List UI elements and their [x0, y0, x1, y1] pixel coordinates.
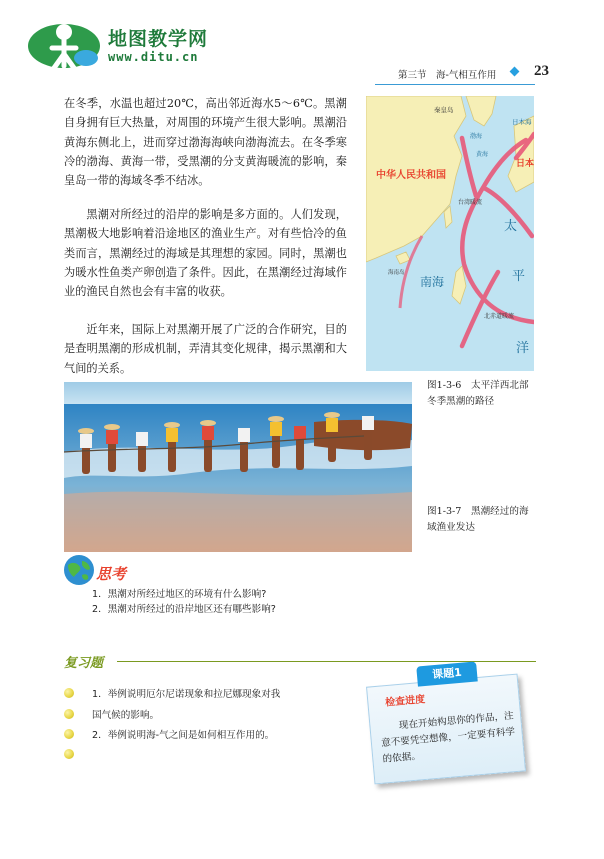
project-card-subtitle: 检查进度: [384, 694, 426, 709]
map-label-taiwan-current: 台湾暖流: [458, 199, 483, 206]
map-caption: 图1-3-6 太平洋西北部冬季黑潮的路径: [427, 380, 529, 407]
body-paragraph-3: 近年来，国际上对黑潮开展了广泛的合作研究，目的是查明黑潮的形成机制，弄清其变化规律，揭示黑潮和大气间的关系。: [64, 323, 347, 375]
photo-sand: [64, 492, 412, 552]
review-question-1-cont: 国气候的影响。: [92, 710, 160, 721]
project-card-tab: 课题1: [416, 661, 478, 686]
bullet-icon: [64, 709, 74, 719]
think-question-1: 1．黑潮对所经过地区的环境有什么影响?: [92, 589, 267, 600]
bullet-icon: [64, 688, 74, 698]
map-label-japan: 日本: [516, 159, 534, 169]
bullet-icon: [64, 749, 74, 759]
map-label-yellow-sea: 黄海: [476, 151, 489, 158]
map-label-north-equatorial: 北赤道暖流: [484, 313, 515, 320]
section-title: 第三节 海-气相互作用: [398, 70, 497, 81]
diamond-icon: [510, 67, 520, 77]
map-label-pacific-1: 太: [504, 219, 518, 234]
think-question-2: 2．黑潮对所经过的沿岸地区还有哪些影响?: [92, 604, 276, 615]
kuroshio-map: [366, 96, 534, 371]
page-number: 23: [534, 63, 549, 79]
logo-site-name: 地图教学网: [108, 28, 209, 50]
think-title: 思考: [96, 565, 127, 583]
fishing-photo: [64, 382, 412, 552]
map-label-bohai: 渤海: [470, 133, 483, 140]
map-label-south-china-sea: 南海: [420, 275, 445, 289]
map-label-hainan: 海南岛: [388, 270, 405, 276]
review-question-1: 1．举例说明厄尔尼诺现象和拉尼娜现象对我: [92, 689, 281, 700]
body-paragraph-2: 黑潮对所经过的沿岸的影响是多方面的。人们发现，黑潮极大地影响着沿途地区的渔业生产。对有些恰冷的鱼类而言，黑潮经过的海域是其理想的家园。同时，黑潮也为暖水性鱼类产卵创造了条件。因此，在黑潮经过海域作业的渔民自然也会有丰富的收获。: [64, 208, 347, 299]
map-label-pacific-3: 洋: [516, 341, 530, 356]
bullet-icon: [64, 729, 74, 739]
map-label-qinhuangdao: 秦皇岛: [434, 106, 454, 114]
project-card-body: 现在开始构思你的作品，注意不要凭空想像，一定要有科学的依据。: [380, 710, 516, 766]
review-title: 复习题: [64, 656, 104, 671]
map-label-japan-sea: 日本海: [512, 118, 532, 126]
map-label-pacific-2: 平: [512, 269, 526, 284]
photo-sky: [64, 382, 412, 404]
logo-site-url: www.ditu.cn: [108, 50, 199, 64]
photo-caption: 图1-3-7 黑潮经过的海域渔业发达: [427, 506, 529, 533]
map-label-china: 中华人民共和国: [376, 170, 446, 181]
body-paragraph-1: 在冬季，水温也超过20℃，高出邻近海水5～6℃。黑潮自身拥有巨大热量，对周围的环境产生很大影响。黑潮沿黄海东侧北上，进而穿过渤海海峡向渤海流去。在冬季寒冷的渤海、黄海一带，受黑潮的分支黄海暖流的影响，秦皇岛一带的海域冬季不结冰。: [64, 97, 347, 188]
globe-icon: [62, 553, 96, 587]
review-question-2: 2．举例说明海-气之间是如何相互作用的。: [92, 730, 275, 741]
header-rule: [375, 84, 535, 85]
